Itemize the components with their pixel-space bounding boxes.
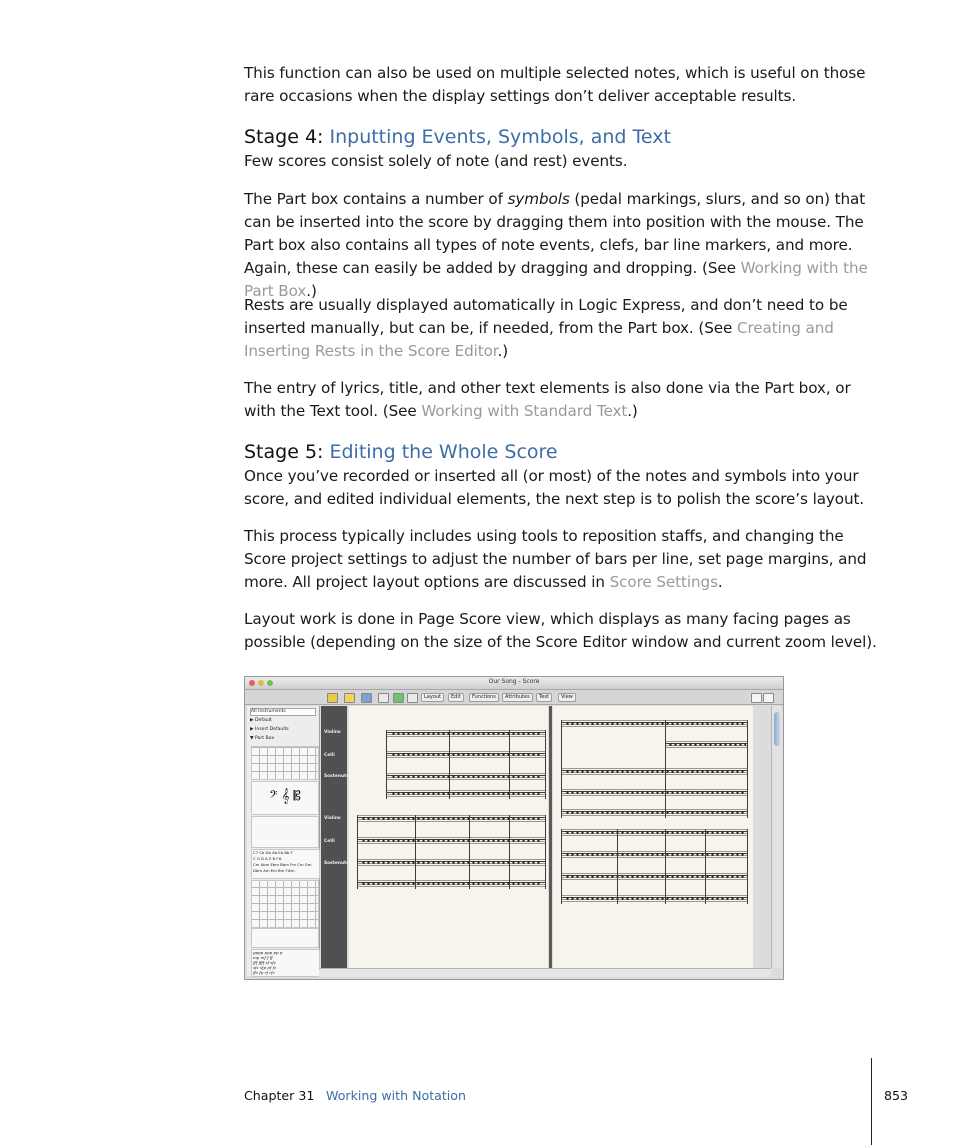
symbol-groups-grid[interactable] (251, 746, 319, 780)
clef-palette[interactable] (251, 781, 319, 815)
footer-rule (871, 1058, 872, 1145)
score-editor-screenshot (244, 676, 784, 980)
score-page-right[interactable] (553, 706, 753, 968)
text-span: .) (627, 402, 638, 420)
chord-palette[interactable] (251, 849, 320, 879)
text-span: .) (497, 342, 509, 360)
staff-label: Celli (324, 839, 335, 844)
barline (509, 815, 510, 889)
score-page-left[interactable] (349, 706, 548, 968)
stage4-paragraph-3 (244, 294, 880, 363)
barline (449, 730, 450, 799)
dynamics-row: sfz sfp pf fz (253, 965, 277, 970)
chord-row: Cm Abm Ebm Bbm Fm Cm Gm (253, 862, 312, 867)
dynamics-palette[interactable] (251, 949, 320, 977)
stage5-prefix: Stage 5: (244, 441, 330, 463)
notes (391, 728, 541, 737)
insert-defaults-label: Insert Defaults (255, 727, 289, 732)
barline (747, 720, 748, 818)
stage5-paragraph-1: Once you’ve recorded or inserted all (or most) of the notes and symbols into your score, and edited individual elements, the next step is to polish the score’s layout. (244, 467, 865, 508)
staff-label: Sostenuto (324, 861, 350, 866)
dynamics-row: fff ffff sf sfz (253, 960, 276, 965)
text-span: This process typically includes using tools to reposition staffs, and changing the Score project settings to adjust the number of bars per line, set page margins, and more. All project layout options are discussed in (244, 527, 867, 591)
bass-clef-icon[interactable]: 𝄢 (269, 789, 278, 804)
staff-label: Violins (324, 730, 341, 735)
menu-attributes[interactable]: Attributes (502, 693, 533, 702)
insert-defaults-disclosure[interactable]: ▶ Insert Defaults (250, 727, 289, 732)
notes (361, 857, 541, 866)
stage4-paragraph-1: Few scores consist solely of note (and rest) events. (244, 152, 628, 170)
instrument-selector[interactable]: All Instruments (250, 708, 316, 716)
menu-view[interactable]: View (558, 693, 576, 702)
notes (361, 813, 541, 822)
window-title: Our Song - Score (488, 678, 540, 685)
notes (565, 849, 745, 858)
footer-chapter-title[interactable]: Working with Notation (326, 1088, 466, 1103)
system-barline (357, 815, 358, 889)
page-number: 853 (884, 1088, 909, 1103)
text-span: The entry of lyrics, title, and other text elements is also done via the Part box, or with the Text tool. (See (244, 379, 851, 420)
symbols-emphasis: symbols (507, 190, 570, 208)
notes (668, 739, 746, 748)
default-label: Default (255, 718, 272, 723)
part-box-icon[interactable] (344, 693, 355, 703)
notes (565, 893, 745, 902)
barline (469, 815, 470, 889)
notes (391, 771, 541, 780)
notes (391, 749, 541, 758)
link-icon[interactable] (393, 693, 404, 703)
page-divider (549, 706, 552, 968)
menu-text[interactable]: Text (536, 693, 552, 702)
default-disclosure[interactable]: ▶ Default (250, 718, 272, 723)
notes (565, 718, 745, 727)
staff-label: Sostenuto (324, 774, 350, 779)
stage4-paragraph-4 (244, 377, 880, 423)
staff-label: Celli (324, 753, 335, 758)
system-barline (561, 829, 562, 904)
barline (617, 829, 618, 904)
notes (361, 835, 541, 844)
alto-clef-icon[interactable]: 𝄡 (293, 789, 301, 804)
link-score-settings[interactable]: Score Settings (609, 573, 718, 591)
part-box-panel (247, 706, 320, 976)
footer-chapter: Chapter 31 (244, 1088, 315, 1103)
barline (747, 829, 748, 904)
pointer-tool-icon[interactable] (751, 693, 762, 703)
notes (391, 788, 541, 797)
notes (565, 787, 745, 796)
mode-icon[interactable] (327, 693, 338, 703)
notes (565, 827, 745, 836)
menu-layout[interactable]: Layout (421, 693, 444, 702)
info-icon[interactable] (361, 693, 372, 703)
part-box-label: Part Box (255, 736, 275, 741)
text-span: .) (306, 282, 317, 300)
text-span: The Part box contains a number of (244, 190, 508, 208)
system-barline (561, 720, 562, 818)
text-span: . (717, 573, 723, 591)
stage4-paragraph-2 (244, 188, 880, 303)
text-span: (pedal markings, slurs, and so on) that can be inserted into the score by dragging them into position with the mouse. The Part box also contains all types of note events, clefs, bar line markers, and more. Again, these can easily be added by dragging and dropping. (See (244, 190, 866, 277)
midi-icon[interactable] (407, 693, 418, 703)
intro-paragraph: This function can also be used on multiple selected notes, which is useful on those rare occasions when the display settings don’t deliver acceptable results. (244, 64, 866, 105)
chord-row: C G D A E B F# (253, 856, 282, 861)
pencil-tool-icon[interactable] (763, 693, 774, 703)
notes (565, 807, 745, 816)
barline (545, 730, 546, 799)
score-toolbar (245, 690, 783, 705)
stage5-paragraph-3: Layout work is done in Page Score view, which displays as many facing pages as possible (depending on the size of the Score Editor window and current zoom level). (244, 610, 877, 651)
tempo-palette[interactable] (251, 816, 319, 848)
barline (665, 720, 666, 818)
system-barline (386, 730, 387, 799)
stage4-title: Inputting Events, Symbols, and Text (329, 126, 671, 148)
chord-row: C7 Cb Db Ab Eb Bb F (253, 850, 293, 855)
horizontal-scrollbar[interactable] (319, 968, 771, 977)
dynamics-row: pppp ppp pp p (253, 950, 283, 955)
treble-clef-icon[interactable]: 𝄞 (281, 789, 290, 804)
link-working-with-standard-text[interactable]: Working with Standard Text (421, 402, 628, 420)
window-titlebar (245, 677, 783, 690)
link-working-with-part-box[interactable]: Working with the Part Box (244, 259, 868, 300)
stage4-heading (244, 125, 880, 149)
chord-row: Dbm Am Em Bm F#m (253, 868, 295, 873)
view-icon[interactable] (378, 693, 389, 703)
dynamics-row: ffz fp rf rfz (253, 970, 275, 975)
menu-edit[interactable]: Edit (448, 693, 464, 702)
stage5-title: Editing the Whole Score (329, 441, 558, 463)
vertical-scrollbar[interactable] (771, 706, 782, 968)
stage5-heading (244, 440, 880, 464)
notes (565, 871, 745, 880)
barline (545, 815, 546, 889)
staff-labels-column (321, 706, 350, 976)
dynamics-row: mp mf f ff (253, 955, 273, 960)
text-span: Rests are usually displayed automatically in Logic Express, and don’t need to be inserted manually, but can be, if needed, from the Part box. (See (244, 296, 848, 337)
link-creating-inserting-rests[interactable]: Creating and Inserting Rests in the Score Editor (244, 319, 834, 360)
stage4-prefix: Stage 4: (244, 126, 330, 148)
scroll-thumb[interactable] (774, 712, 780, 746)
menu-functions[interactable]: Functions (469, 693, 499, 702)
barline (665, 829, 666, 904)
note-values-palette[interactable] (251, 880, 319, 928)
stage5-paragraph-2 (244, 525, 880, 594)
notes (565, 766, 745, 775)
pedal-palette[interactable] (251, 928, 319, 948)
notes (361, 878, 541, 887)
part-box-disclosure[interactable]: ▼ Part Box (250, 736, 275, 741)
barline (509, 730, 510, 799)
staff-label: Violins (324, 816, 341, 821)
barline (415, 815, 416, 889)
barline (705, 829, 706, 904)
